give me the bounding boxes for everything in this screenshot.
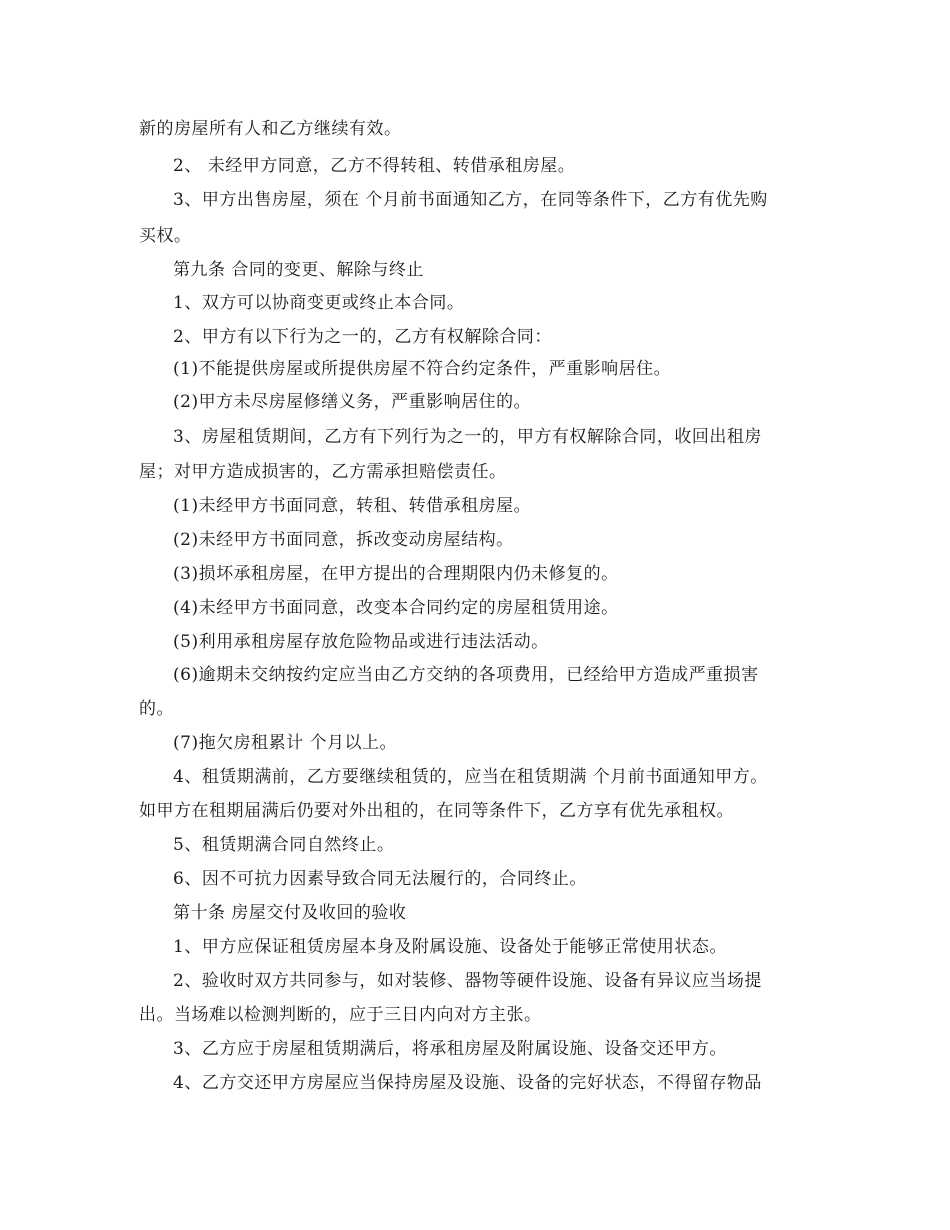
text-line: (1)未经甲方书面同意，转租、转借承租房屋。	[173, 496, 532, 516]
text-line: 5、租赁期满合同自然终止。	[173, 835, 395, 855]
text-line: 4、租赁期满前，乙方要继续租赁的，应当在租赁期满 个月前书面通知甲方。	[173, 767, 768, 787]
text-line: 6、因不可抗力因素导致合同无法履行的，合同终止。	[173, 869, 587, 889]
text-line: 买权。	[139, 226, 192, 246]
text-line: 3、乙方应于房屋租赁期满后，将承租房屋及附属设施、设备交还甲方。	[173, 1039, 727, 1059]
text-line: (3)损坏承租房屋，在甲方提出的合理期限内仍未修复的。	[173, 564, 619, 584]
text-line: 如甲方在租期届满后仍要对外出租的，在同等条件下，乙方享有优先承租权。	[139, 801, 734, 821]
text-line: 3、甲方出售房屋，须在 个月前书面通知乙方，在同等条件下，乙方有优先购	[173, 190, 768, 210]
text-line: (1)不能提供房屋或所提供房屋不符合约定条件，严重影响居住。	[173, 359, 672, 379]
text-line: 1、双方可以协商变更或终止本合同。	[173, 293, 465, 313]
text-line: 4、乙方交还甲方房屋应当保持房屋及设施、设备的完好状态，不得留存物品	[173, 1073, 762, 1093]
text-line: 2、验收时双方共同参与，如对装修、器物等硬件设施、设备有异议应当场提	[173, 971, 762, 991]
text-line: 2、甲方有以下行为之一的，乙方有权解除合同：	[173, 327, 552, 347]
text-line: (2)甲方未尽房屋修缮义务，严重影响居住的。	[173, 392, 532, 412]
text-line: 1、甲方应保证租赁房屋本身及附属设施、设备处于能够正常使用状态。	[173, 937, 727, 957]
text-line: 的。	[139, 699, 174, 719]
text-line: (4)未经甲方书面同意，改变本合同约定的房屋租赁用途。	[173, 598, 619, 618]
section-heading: 第十条 房屋交付及收回的验收	[173, 903, 407, 923]
text-line: (7)拖欠房租累计 个月以上。	[173, 733, 397, 753]
text-line: 出。当场难以检测判断的，应于三日内向对方主张。	[139, 1005, 542, 1025]
text-line: (6)逾期未交纳按约定应当由乙方交纳的各项费用，已经给甲方造成严重损害	[173, 665, 759, 685]
text-line: (2)未经甲方书面同意，拆改变动房屋结构。	[173, 530, 514, 550]
section-heading: 第九条 合同的变更、解除与终止	[173, 260, 424, 280]
text-line: (5)利用承租房屋存放危险物品或进行违法活动。	[173, 632, 549, 652]
text-line: 3、房屋租赁期间，乙方有下列行为之一的，甲方有权解除合同，收回出租房	[173, 427, 762, 447]
text-line: 2、 未经甲方同意，乙方不得转租、转借承租房屋。	[173, 156, 576, 176]
text-line: 屋；对甲方造成损害的，乙方需承担赔偿责任。	[139, 462, 507, 482]
text-line: 新的房屋所有人和乙方继续有效。	[139, 119, 402, 139]
